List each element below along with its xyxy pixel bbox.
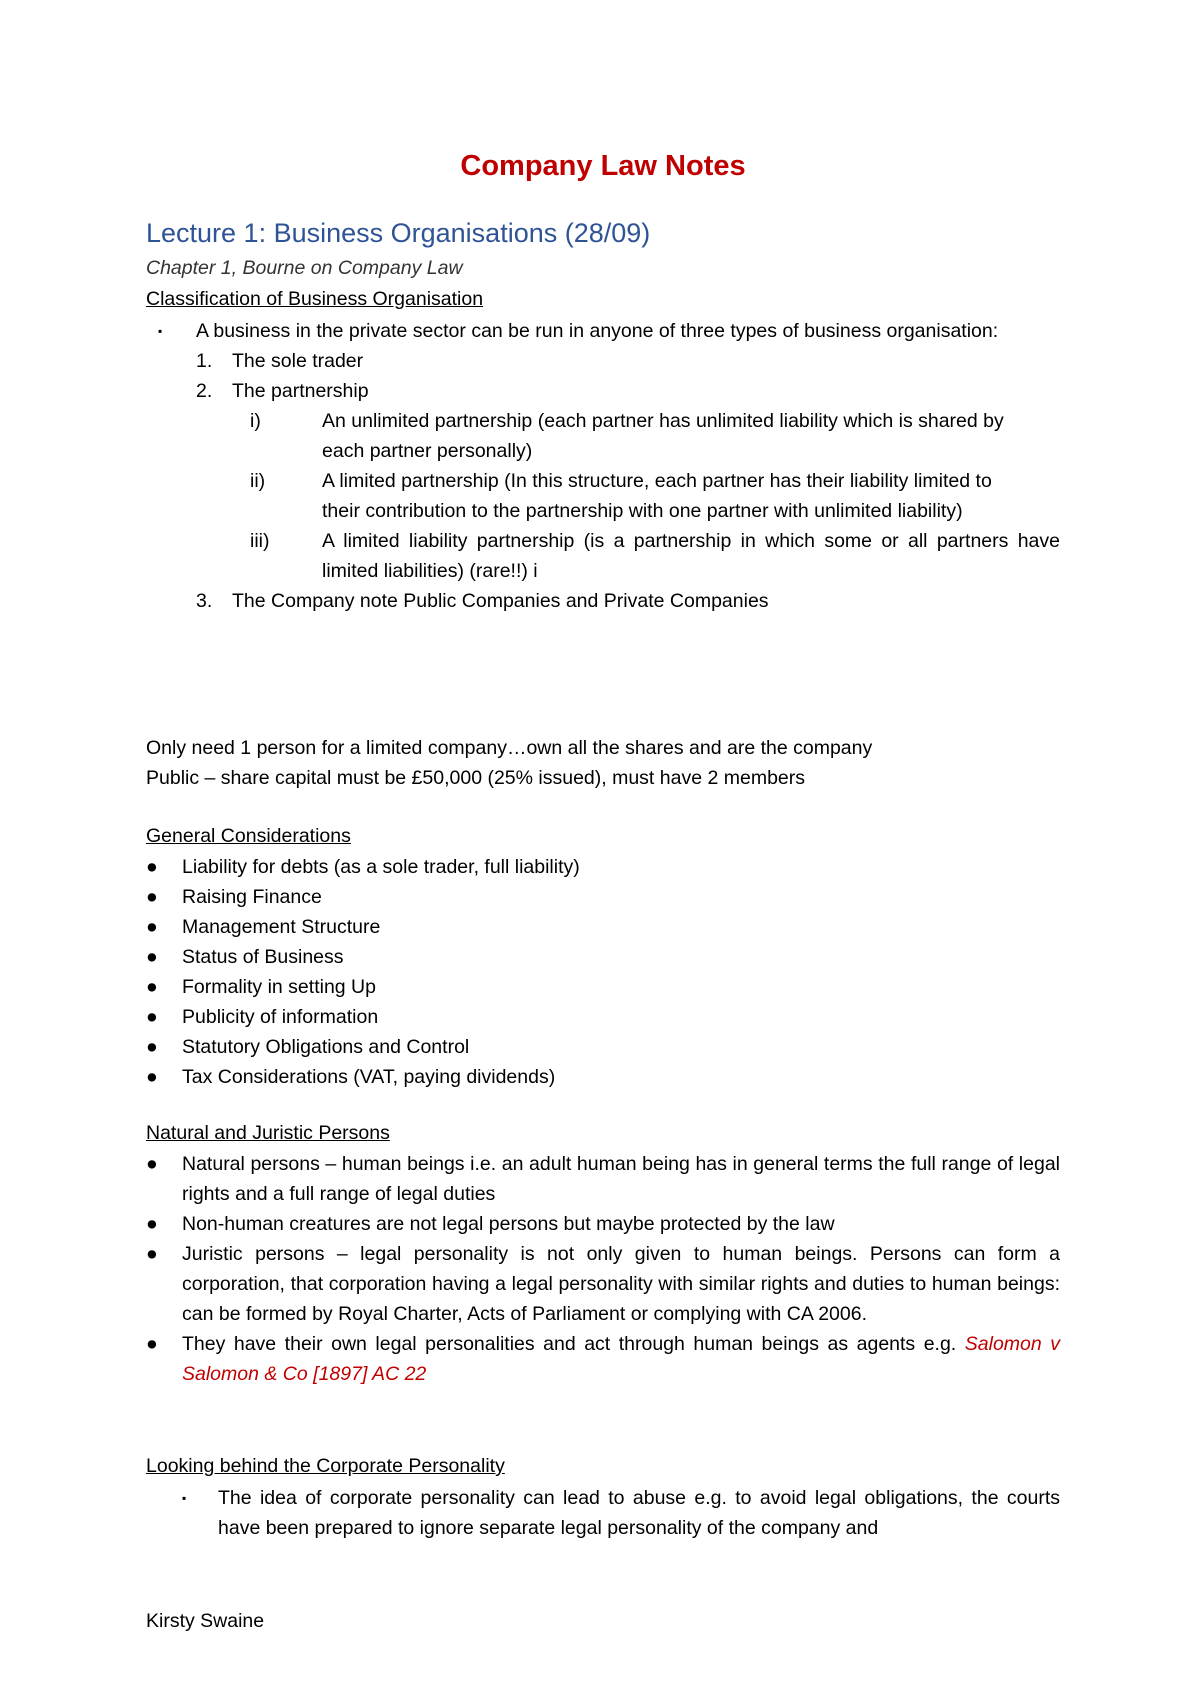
corporate-personality-list bbox=[146, 1483, 1060, 1543]
list-item-text bbox=[182, 1329, 1060, 1389]
list-item-text: Liability for debts (as a sole trader, full liability) bbox=[182, 856, 580, 878]
list-item-text: Natural persons – human beings i.e. an adult human being has in general terms the full range of legal rights and a full range of legal duties bbox=[182, 1153, 1060, 1205]
item-text: The partnership bbox=[232, 380, 369, 402]
dot-bullet-icon: ● bbox=[146, 1153, 158, 1175]
list-item bbox=[146, 912, 1060, 942]
dot-bullet-icon: ● bbox=[146, 946, 158, 968]
square-bullet-icon: ▪ bbox=[182, 1491, 187, 1505]
section-heading-natural-juristic: Natural and Juristic Persons bbox=[146, 1122, 390, 1144]
natural-juristic-list bbox=[146, 1149, 1060, 1389]
list-item bbox=[146, 1209, 1060, 1239]
note-public-company: Public – share capital must be £50,000 (25% issued), must have 2 members bbox=[146, 767, 806, 789]
dot-bullet-icon: ● bbox=[146, 1006, 158, 1028]
case-citation: Salomon v Salomon & Co [1897] AC 22 bbox=[182, 1333, 1060, 1385]
chapter-reference: Chapter 1, Bourne on Company Law bbox=[146, 257, 463, 279]
item-text: A limited partnership (In this structure, each partner has their liability limited to their contribution to the partnership with one partner with unlimited liability) bbox=[322, 470, 992, 522]
item-number: iii) bbox=[250, 530, 270, 552]
list-item bbox=[146, 1329, 1060, 1389]
dot-bullet-icon: ● bbox=[146, 856, 158, 878]
section-heading-classification: Classification of Business Organisation bbox=[146, 288, 484, 310]
classification-list bbox=[146, 316, 1060, 616]
list-item bbox=[146, 1239, 1060, 1329]
general-considerations-list bbox=[146, 852, 1060, 1092]
section-heading-general-considerations: General Considerations bbox=[146, 825, 351, 847]
item-text: An unlimited partnership (each partner has unlimited liability which is shared by each partner personally) bbox=[322, 410, 1004, 462]
list-item bbox=[146, 852, 1060, 882]
dot-bullet-icon: ● bbox=[146, 1213, 158, 1235]
lecture-heading: Lecture 1: Business Organisations (28/09) bbox=[146, 218, 651, 248]
roman-item bbox=[250, 526, 1060, 586]
dot-bullet-icon: ● bbox=[146, 1066, 158, 1088]
roman-item bbox=[250, 466, 1022, 526]
dot-bullet-icon: ● bbox=[146, 1036, 158, 1058]
list-item bbox=[146, 942, 1060, 972]
list-item-text: Tax Considerations (VAT, paying dividends) bbox=[182, 1066, 556, 1088]
item-number: 1. bbox=[196, 350, 213, 372]
section-heading-corporate-personality: Looking behind the Corporate Personality bbox=[146, 1455, 505, 1477]
list-item-text: Non-human creatures are not legal persons but maybe protected by the law bbox=[182, 1213, 835, 1235]
list-item bbox=[146, 1149, 1060, 1209]
document-title: Company Law Notes bbox=[460, 150, 746, 182]
list-item bbox=[146, 972, 1060, 1002]
dot-bullet-icon: ● bbox=[146, 886, 158, 908]
item-number: 3. bbox=[196, 590, 213, 612]
square-bullet-icon: ▪ bbox=[158, 324, 163, 338]
list-item-text: Statutory Obligations and Control bbox=[182, 1036, 470, 1058]
list-item-text: Raising Finance bbox=[182, 886, 322, 908]
dot-bullet-icon: ● bbox=[146, 916, 158, 938]
roman-item bbox=[250, 406, 1022, 466]
item-text: The Company note Public Companies and Private Companies bbox=[232, 590, 769, 612]
list-item bbox=[146, 1483, 1060, 1543]
classification-intro: A business in the private sector can be run in anyone of three types of business organisation: bbox=[196, 320, 999, 342]
numbered-item bbox=[196, 586, 1060, 616]
list-item bbox=[146, 882, 1060, 912]
list-item-text: Management Structure bbox=[182, 916, 381, 938]
item-number: i) bbox=[250, 410, 261, 432]
list-item bbox=[146, 1032, 1060, 1062]
dot-bullet-icon: ● bbox=[146, 976, 158, 998]
list-item-text: Formality in setting Up bbox=[182, 976, 376, 998]
agents-text: They have their own legal personalities and act through human beings as agents e.g. bbox=[182, 1333, 957, 1355]
item-number: 2. bbox=[196, 380, 213, 402]
dot-bullet-icon: ● bbox=[146, 1243, 158, 1265]
list-item bbox=[146, 316, 1060, 346]
list-item-text: Juristic persons – legal personality is not only given to human beings. Persons can form a corporation, that corporation having a legal personality with similar rights and duties to human beings: can be formed by Royal Charter, Acts of Parliament or complying with CA 2006. bbox=[182, 1243, 1060, 1325]
dot-bullet-icon: ● bbox=[146, 1333, 158, 1355]
item-text: A limited liability partnership (is a partnership in which some or all partners have limited liabilities) (rare!!) i bbox=[322, 530, 1060, 582]
item-text: The sole trader bbox=[232, 350, 364, 372]
list-item-text: The idea of corporate personality can lead to abuse e.g. to avoid legal obligations, the courts have been prepared to ignore separate legal personality of the company and bbox=[218, 1487, 1060, 1539]
list-item-text: Status of Business bbox=[182, 946, 344, 968]
list-item-text: Publicity of information bbox=[182, 1006, 379, 1028]
note-limited-company: Only need 1 person for a limited company…own all the shares and are the company bbox=[146, 737, 873, 759]
item-number: ii) bbox=[250, 470, 266, 492]
list-item bbox=[146, 1062, 1060, 1092]
numbered-item bbox=[196, 346, 1060, 376]
list-item bbox=[146, 1002, 1060, 1032]
footer-author: Kirsty Swaine bbox=[146, 1610, 265, 1632]
numbered-item bbox=[196, 376, 1060, 406]
